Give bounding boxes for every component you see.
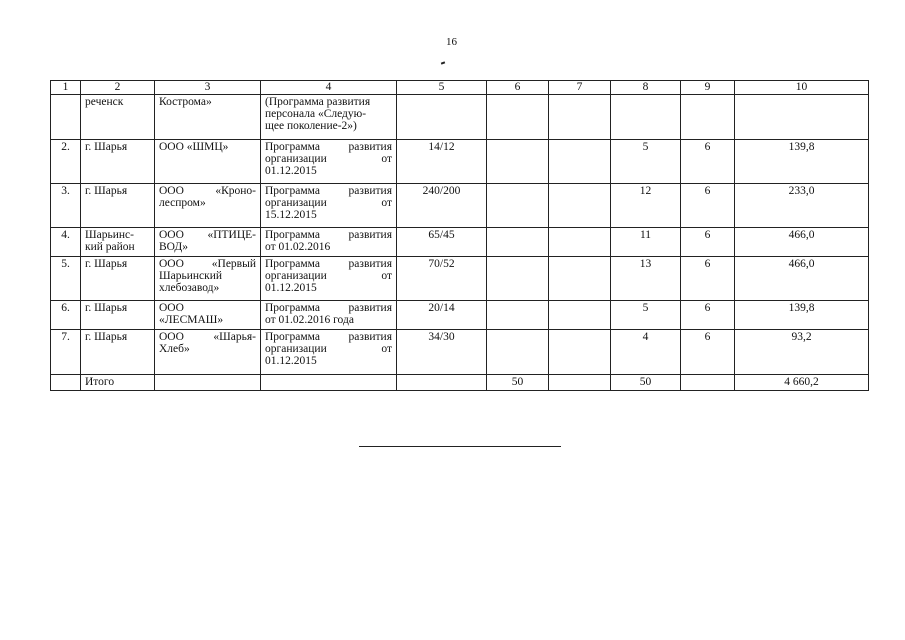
cell-c6 <box>487 301 549 330</box>
program-word: от 01.02.2016 <box>265 241 331 253</box>
cell-c10 <box>735 95 869 140</box>
table-header-row <box>51 81 869 95</box>
org-line <box>159 258 256 270</box>
table-row <box>51 184 869 228</box>
org-line <box>159 270 256 282</box>
cell-c10: 139,8 <box>735 301 869 330</box>
cell-org: Кострома» <box>155 95 261 140</box>
cell-program <box>261 95 397 140</box>
program-line <box>265 355 392 367</box>
cell-c6 <box>487 228 549 257</box>
table-row <box>51 140 869 184</box>
org-word: «Первый <box>211 258 256 270</box>
program-word: Программа <box>265 302 320 314</box>
program-word: развития <box>348 185 392 197</box>
cell-org <box>155 228 261 257</box>
cell-org <box>155 301 261 330</box>
cell-program <box>261 375 397 391</box>
org-line <box>159 331 256 343</box>
org-word: хлебозавод» <box>159 282 220 294</box>
program-word: 01.12.2015 <box>265 355 317 367</box>
cell-c8: 5 <box>611 140 681 184</box>
program-line <box>265 302 392 314</box>
org-line <box>159 141 256 153</box>
cell-c8: 13 <box>611 257 681 301</box>
program-word: Программа <box>265 258 320 270</box>
cell-program <box>261 330 397 375</box>
place-word: г. Шарья <box>85 258 128 270</box>
header-cell-3: 3 <box>155 81 261 95</box>
org-word: «ПТИЦЕ- <box>207 229 256 241</box>
cell-c9: 6 <box>681 184 735 228</box>
program-word: от <box>381 197 392 209</box>
cell-c10: 466,0 <box>735 228 869 257</box>
org-word: Хлеб» <box>159 343 190 355</box>
program-word: организации <box>265 270 327 282</box>
program-line <box>265 197 392 209</box>
header-cell-9: 9 <box>681 81 735 95</box>
cell-c6 <box>487 184 549 228</box>
program-line <box>265 229 392 241</box>
cell-place <box>81 140 155 184</box>
program-word: 01.12.2015 <box>265 282 317 294</box>
cell-place <box>81 184 155 228</box>
program-word: развития <box>348 229 392 241</box>
cell-total-c8: 50 <box>611 375 681 391</box>
header-cell-2: 2 <box>81 81 155 95</box>
program-word: от <box>381 343 392 355</box>
place-word: Шарьинс- <box>85 229 134 241</box>
cell-c7 <box>549 228 611 257</box>
org-word: ООО <box>159 229 184 241</box>
org-word: ООО <box>159 302 184 314</box>
program-word: от <box>381 270 392 282</box>
org-word: леспром» <box>159 197 206 209</box>
program-word: Программа <box>265 185 320 197</box>
cell-org <box>155 375 261 391</box>
place-word: г. Шарья <box>85 331 128 343</box>
header-cell-8: 8 <box>611 81 681 95</box>
program-word: (Программа развития <box>265 96 371 108</box>
program-line <box>265 141 392 153</box>
cell-num: 4. <box>51 228 81 257</box>
program-word: развития <box>348 302 392 314</box>
cell-c8: 11 <box>611 228 681 257</box>
cell-total-c10: 4 660,2 <box>735 375 869 391</box>
cell-c7 <box>549 184 611 228</box>
cell-c8 <box>611 95 681 140</box>
cell-c5: 34/30 <box>397 330 487 375</box>
org-line <box>159 241 256 253</box>
page-number: 16 <box>446 36 457 48</box>
place-word: г. Шарья <box>85 185 128 197</box>
program-word: развития <box>348 141 392 153</box>
cell-c9: 6 <box>681 228 735 257</box>
cell-c7 <box>549 140 611 184</box>
cell-c10: 233,0 <box>735 184 869 228</box>
org-word: «ЛЕСМАШ» <box>159 314 224 326</box>
footer-rule <box>359 446 561 447</box>
place-line <box>85 302 150 314</box>
cell-place <box>81 301 155 330</box>
cell-c8: 5 <box>611 301 681 330</box>
cell-place: реченск <box>81 95 155 140</box>
org-line <box>159 282 256 294</box>
cell-num: 2. <box>51 140 81 184</box>
cell-c6 <box>487 95 549 140</box>
org-word: ООО «ШМЦ» <box>159 141 229 153</box>
cell-c5: 65/45 <box>397 228 487 257</box>
header-cell-7: 7 <box>549 81 611 95</box>
cell-num: 5. <box>51 257 81 301</box>
cell-c10: 466,0 <box>735 257 869 301</box>
program-word: 01.12.2015 <box>265 165 317 177</box>
cell-program <box>261 140 397 184</box>
cell-org <box>155 257 261 301</box>
org-line <box>159 229 256 241</box>
org-word: «Кроно- <box>215 185 256 197</box>
org-line <box>159 302 256 314</box>
cell-num: 3. <box>51 184 81 228</box>
program-word: персонала «Следую- <box>265 108 367 120</box>
program-line <box>265 270 392 282</box>
cell-org <box>155 140 261 184</box>
program-line <box>265 185 392 197</box>
cell-c7 <box>549 257 611 301</box>
cell-num <box>51 95 81 140</box>
org-word: Шарьинский <box>159 270 223 282</box>
org-word: ООО <box>159 258 184 270</box>
org-word: ВОД» <box>159 241 188 253</box>
cell-program <box>261 301 397 330</box>
cell-total-c6: 50 <box>487 375 549 391</box>
program-line <box>265 331 392 343</box>
program-word: 15.12.2015 <box>265 209 317 221</box>
program-word: развития <box>348 331 392 343</box>
program-line <box>265 153 392 165</box>
cell-c5: 14/12 <box>397 140 487 184</box>
org-line <box>159 343 256 355</box>
cell-c9: 6 <box>681 330 735 375</box>
cell-c9: 6 <box>681 140 735 184</box>
cell-c8: 12 <box>611 184 681 228</box>
cell-num <box>51 375 81 391</box>
place-line <box>85 141 150 153</box>
header-cell-1: 1 <box>51 81 81 95</box>
cell-program <box>261 228 397 257</box>
program-word: от 01.02.2016 года <box>265 314 354 326</box>
place-word: кий район <box>85 241 135 253</box>
table-row <box>51 301 869 330</box>
cell-c7 <box>549 330 611 375</box>
program-word: Программа <box>265 331 320 343</box>
org-word: «Шарья- <box>213 331 256 343</box>
program-line <box>265 165 392 177</box>
cell-c5: 70/52 <box>397 257 487 301</box>
program-word: Программа <box>265 141 320 153</box>
cell-c8: 4 <box>611 330 681 375</box>
program-line <box>265 343 392 355</box>
cell-org <box>155 330 261 375</box>
place-line <box>85 241 150 253</box>
org-line <box>159 185 256 197</box>
table-row <box>51 257 869 301</box>
place-word: г. Шарья <box>85 302 128 314</box>
cell-place <box>81 330 155 375</box>
cell-c5 <box>397 375 487 391</box>
program-line <box>265 108 392 120</box>
header-cell-6: 6 <box>487 81 549 95</box>
table-row <box>51 330 869 375</box>
cell-c10: 139,8 <box>735 140 869 184</box>
place-line <box>85 258 150 270</box>
place-word: г. Шарья <box>85 141 128 153</box>
cell-c5: 20/14 <box>397 301 487 330</box>
program-word: щее поколение-2») <box>265 120 357 132</box>
header-cell-5: 5 <box>397 81 487 95</box>
org-line <box>159 314 256 326</box>
cell-c9 <box>681 375 735 391</box>
cell-c5: 240/200 <box>397 184 487 228</box>
cell-c6 <box>487 330 549 375</box>
place-line <box>85 331 150 343</box>
cell-total-label: Итого <box>81 375 155 391</box>
org-word: ООО <box>159 331 184 343</box>
cell-c9: 6 <box>681 301 735 330</box>
program-line <box>265 282 392 294</box>
org-line <box>159 197 256 209</box>
cell-c5 <box>397 95 487 140</box>
program-line <box>265 209 392 221</box>
program-word: организации <box>265 343 327 355</box>
cell-place <box>81 228 155 257</box>
program-line <box>265 120 392 132</box>
cell-c6 <box>487 257 549 301</box>
program-line <box>265 96 392 108</box>
cell-num: 7. <box>51 330 81 375</box>
scan-speck <box>441 61 445 64</box>
cell-program <box>261 257 397 301</box>
program-word: от <box>381 153 392 165</box>
cell-num: 6. <box>51 301 81 330</box>
cell-c10: 93,2 <box>735 330 869 375</box>
program-word: развития <box>348 258 392 270</box>
header-cell-4: 4 <box>261 81 397 95</box>
place-line <box>85 229 150 241</box>
cell-c7 <box>549 95 611 140</box>
header-cell-10: 10 <box>735 81 869 95</box>
cell-c6 <box>487 140 549 184</box>
results-table <box>50 80 869 391</box>
program-word: Программа <box>265 229 320 241</box>
cell-org <box>155 184 261 228</box>
cell-c7 <box>549 301 611 330</box>
cell-c9: 6 <box>681 257 735 301</box>
program-word: организации <box>265 197 327 209</box>
table-row-continuation <box>51 95 869 140</box>
place-line <box>85 185 150 197</box>
cell-c7 <box>549 375 611 391</box>
org-word: ООО <box>159 185 184 197</box>
program-line <box>265 314 392 326</box>
program-line <box>265 241 392 253</box>
table-row-total <box>51 375 869 391</box>
program-line <box>265 258 392 270</box>
cell-c9 <box>681 95 735 140</box>
cell-program <box>261 184 397 228</box>
program-word: организации <box>265 153 327 165</box>
table-row <box>51 228 869 257</box>
cell-place <box>81 257 155 301</box>
